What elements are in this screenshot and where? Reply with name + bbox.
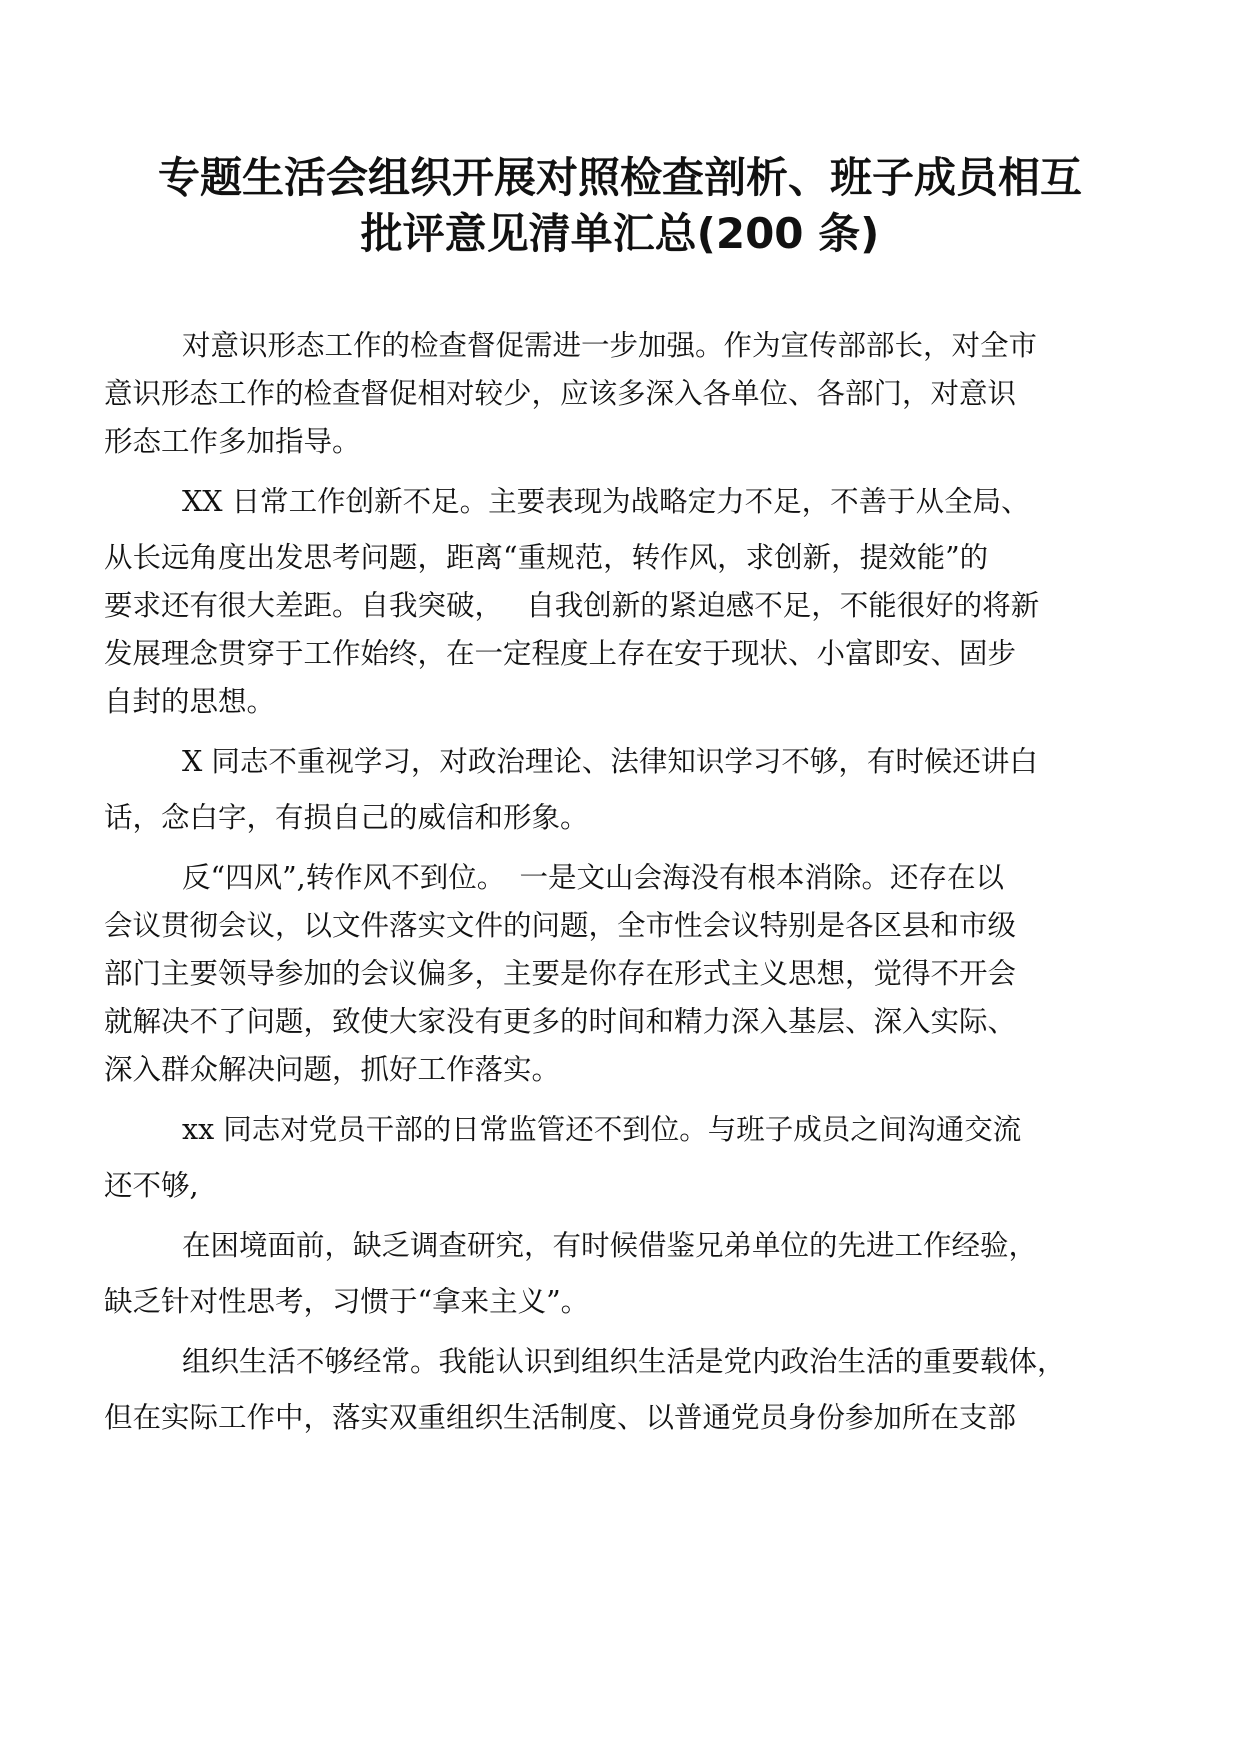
paragraph-1: [104, 322, 1144, 466]
text-line: 自封的思想。: [104, 685, 276, 718]
text-line: 从长远角度出发思考问题，距离“重规范，转作风，求创新，提效能”的: [104, 541, 989, 574]
text-line: 但在实际工作中，落实双重组织生活制度、以普通党员身份参加所在支部: [104, 1401, 1017, 1434]
text-line: 会议贯彻会议，以文件落实文件的问题，全市性会议特别是各区县和市级: [104, 909, 1017, 942]
text-line: 发展理念贯穿于工作始终，在一定程度上存在安于现状、小富即安、固步: [104, 637, 1017, 670]
title-line-1: 专题生活会组织开展对照检查剖析、班子成员相互: [157, 153, 1082, 202]
paragraph-4: [104, 854, 1144, 1094]
document-body: [104, 322, 1144, 1454]
paragraph-6: [104, 1222, 1144, 1326]
text-line: 缺乏针对性思考，习惯于“拿来主义”。: [104, 1285, 590, 1318]
text-line: 要求还有很大差距。自我突破， 自我创新的紧迫感不足，不能很好的将新: [104, 589, 1040, 622]
text-line: 话，念白字，有损自己的威信和形象。: [104, 801, 589, 834]
title-line-2: 批评意见清单汇总(200 条): [360, 209, 880, 258]
text-line: xx 同志对党员干部的日常监管还不到位。与班子成员之间沟通交流: [182, 1113, 1022, 1146]
text-line: 还不够,: [104, 1169, 199, 1202]
text-line: 部门主要领导参加的会议偏多，主要是你存在形式主义思想，觉得不开会: [104, 957, 1017, 990]
paragraph-5: [104, 1106, 1144, 1210]
text-line: 对意识形态工作的检查督促需进一步加强。作为宣传部部长，对全市: [182, 329, 1038, 362]
text-line: X 同志不重视学习，对政治理论、法律知识学习不够，有时候还讲白: [182, 745, 1038, 778]
text-line: 意识形态工作的检查督促相对较少，应该多深入各单位、各部门，对意识: [104, 377, 1017, 410]
text-line: 反“四风”,转作风不到位。 一是文山会海没有根本消除。还存在以: [182, 861, 1004, 894]
document-title: [80, 150, 1160, 262]
text-line: 深入群众解决问题，抓好工作落实。: [104, 1053, 561, 1086]
paragraph-3: [104, 738, 1144, 842]
text-line: 在困境面前，缺乏调查研究，有时候借鉴兄弟单位的先进工作经验，: [182, 1229, 1038, 1262]
text-line: 组织生活不够经常。我能认识到组织生活是党内政治生活的重要载体，: [182, 1345, 1066, 1378]
text-line: 就解决不了问题，致使大家没有更多的时间和精力深入基层、深入实际、: [104, 1005, 1017, 1038]
paragraph-2: [104, 478, 1144, 726]
text-line: XX 日常工作创新不足。主要表现为战略定力不足，不善于从全局、: [182, 485, 1030, 518]
text-line: 形态工作多加指导。: [104, 425, 361, 458]
paragraph-7: [104, 1338, 1144, 1442]
